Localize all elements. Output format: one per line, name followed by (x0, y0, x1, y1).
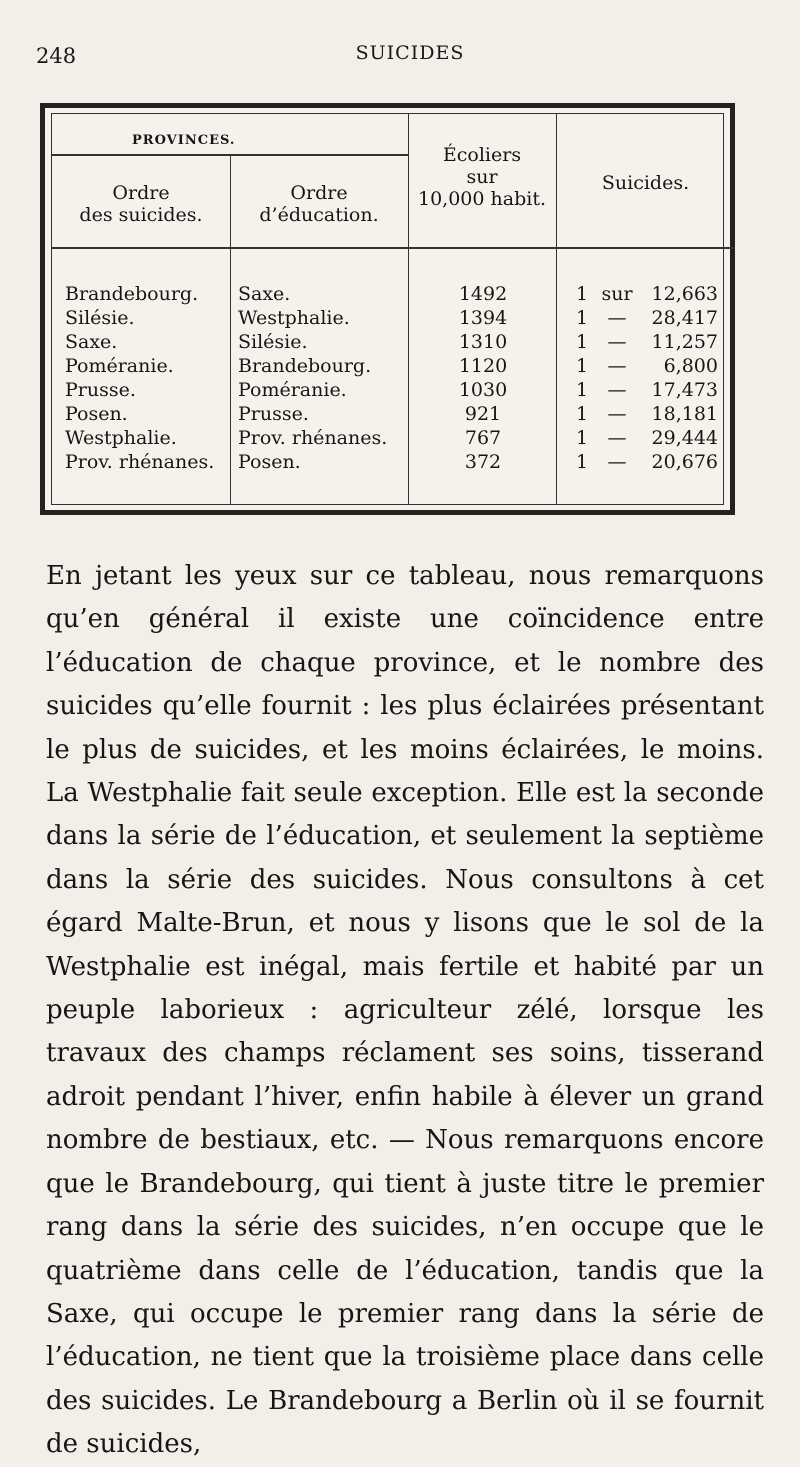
table-row: 1 — 11,257 (576, 331, 718, 353)
table-row: 1 — 6,800 (576, 355, 718, 377)
table-cell: 1030 (458, 379, 508, 401)
provinces-group-header: PROVINCES. (132, 133, 236, 148)
table-cell: Prov. rhénanes. (65, 451, 215, 473)
column-suicides (576, 282, 718, 474)
table-cell: Prusse. (238, 403, 309, 425)
header-suicides-order: Ordre des suicides. (79, 182, 203, 226)
header-rule (52, 247, 735, 249)
table-cell: 921 (464, 403, 502, 425)
table-cell: 767 (464, 427, 502, 449)
table-cell: 1120 (458, 355, 508, 377)
header-ecoliers: Écoliers sur 10,000 habit. (418, 144, 546, 210)
body-text (46, 555, 764, 1467)
table-cell: Prov. rhénanes. (238, 427, 388, 449)
table-cell: 1394 (458, 307, 508, 329)
column-suicides-order (65, 282, 214, 474)
table-cell: Westphalie. (238, 307, 350, 329)
header-suicides: Suicides. (601, 172, 690, 194)
header-education-order: Ordre d’éducation. (259, 182, 379, 226)
table-cell: Poméranie. (65, 355, 174, 377)
table-cell: Silésie. (238, 331, 308, 353)
running-title: SUICIDES (355, 42, 465, 64)
table-cell: Poméranie. (238, 379, 347, 401)
group-header-rule (52, 154, 408, 156)
table-row: 1 sur 12,663 (576, 283, 718, 305)
statistics-table (40, 103, 735, 515)
table-row: 1 — 18,181 (576, 403, 718, 425)
table-cell: Posen. (65, 403, 128, 425)
table-cell: 372 (464, 451, 502, 473)
table-cell: 1310 (458, 331, 508, 353)
page-number: 248 (36, 44, 77, 68)
table-cell: Brandebourg. (65, 283, 199, 305)
table-row: 1 — 20,676 (576, 451, 718, 473)
column-education-order (238, 282, 387, 474)
table-cell: Prusse. (65, 379, 136, 401)
body-paragraph: En jetant les yeux sur ce tableau, nous remarquons qu’en général il existe une coïncidence entre l’éducation de chaque province, et le nombre des suicides qu’elle fournit : les plus éclairées présentant le plus de suicides, et les moins éclairées, le moins. La Westphalie fait seule exception. Elle est la seconde dans la série de l’éducation, et seulement la septième dans la série des suicides. Nous consultons à cet égard Malte-Brun, et nous y lisons que le sol de la Westphalie est inégal, mais fertile et habité par un peuple laborieux : agriculteur zélé, lorsque les travaux des champs réclament ses soins, tisserand adroit pendant l’hiver, enfin habile à élever un grand nombre de bestiaux, etc. — Nous remarquons encore que le Brandebourg, qui tient à juste titre le premier rang dans la série des suicides, n’en occupe que le quatrième dans celle de l’éducation, tandis que la Saxe, qui occupe le premier rang dans la série de l’éducation, ne tient que la troisième place dans celle des suicides. Le Brandebourg a Berlin où il se fournit de suicides, (46, 561, 764, 1460)
table-inner-border (51, 113, 724, 505)
table-cell: Posen. (238, 451, 301, 473)
table-cell: Saxe. (238, 283, 291, 305)
table-cell: 1492 (458, 283, 508, 305)
table-row: 1 — 28,417 (576, 307, 718, 329)
table-cell: Saxe. (65, 331, 118, 353)
table-cell: Silésie. (65, 307, 135, 329)
column-ecoliers (418, 282, 548, 474)
table-cell: Westphalie. (65, 427, 177, 449)
table-row: 1 — 29,444 (576, 427, 718, 449)
table-cell: Brandebourg. (238, 355, 372, 377)
table-row: 1 — 17,473 (576, 379, 718, 401)
